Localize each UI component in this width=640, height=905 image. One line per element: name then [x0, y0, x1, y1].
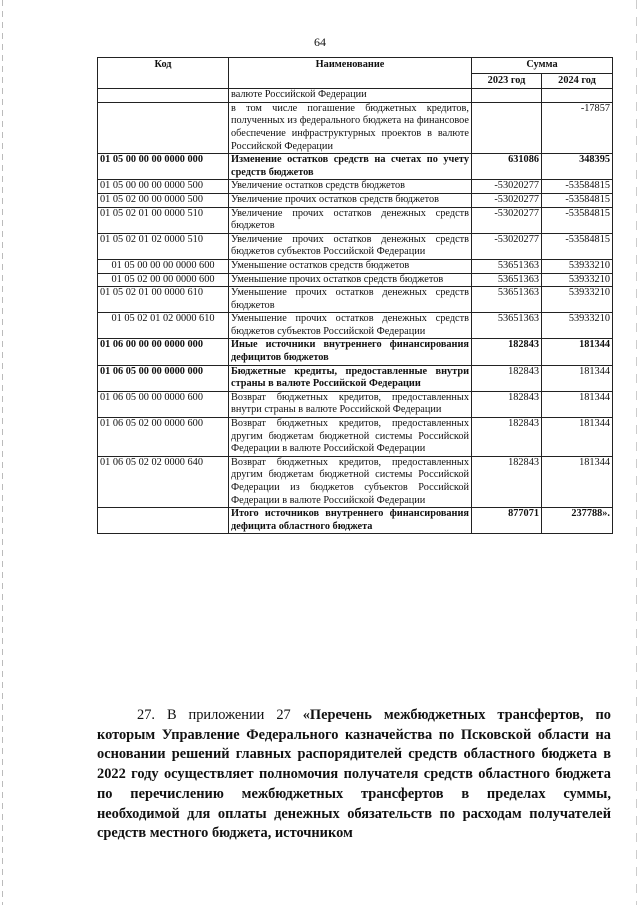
row-value-2024: 237788». — [542, 508, 613, 534]
row-code — [98, 102, 229, 153]
header-year-2024: 2024 год — [542, 73, 613, 89]
row-code: 01 05 02 00 00 0000 500 — [98, 193, 229, 207]
row-value-2023: 182843 — [472, 339, 542, 365]
table-row — [98, 180, 613, 194]
row-code: 01 05 02 01 02 0000 510 — [98, 233, 229, 259]
row-code: 01 06 05 00 00 0000 600 — [98, 391, 229, 417]
table-row — [98, 233, 613, 259]
row-name: Уменьшение прочих остатков денежных средств бюджетов субъектов Российской Федерации — [229, 313, 472, 339]
row-value-2024: 53933210 — [542, 273, 613, 287]
row-value-2023: 877071 — [472, 508, 542, 534]
table-row — [98, 207, 613, 233]
row-value-2023: 182843 — [472, 391, 542, 417]
row-value-2023: 182843 — [472, 418, 542, 457]
row-value-2024: 181344 — [542, 456, 613, 507]
table-row — [98, 193, 613, 207]
row-name: Возврат бюджетных кредитов, предоставленных внутри страны в валюте Российской Федерации — [229, 391, 472, 417]
row-code: 01 06 05 02 00 0000 600 — [98, 418, 229, 457]
table-row — [98, 456, 613, 507]
row-value-2024 — [542, 89, 613, 103]
row-name: Иные источники внутреннего финансирования дефицитов бюджетов — [229, 339, 472, 365]
scan-edge-right — [636, 0, 637, 905]
row-value-2024: 53933210 — [542, 313, 613, 339]
paragraph-number: 27. В приложении 27 — [137, 707, 303, 723]
row-code — [98, 89, 229, 103]
row-name: Увеличение прочих остатков денежных средств бюджетов субъектов Российской Федерации — [229, 233, 472, 259]
row-value-2023: -53020277 — [472, 233, 542, 259]
row-value-2023: 53651363 — [472, 259, 542, 273]
row-code: 01 05 02 01 00 0000 510 — [98, 207, 229, 233]
row-code: 01 06 05 00 00 0000 000 — [98, 365, 229, 391]
row-value-2023: -53020277 — [472, 193, 542, 207]
table-row — [98, 313, 613, 339]
row-name: Уменьшение остатков средств бюджетов — [229, 259, 472, 273]
row-value-2023 — [472, 89, 542, 103]
row-name: Возврат бюджетных кредитов, предоставленных другим бюджетам бюджетной системы Российской Федерации в валюте Российской Федерации — [229, 418, 472, 457]
row-value-2023: 53651363 — [472, 287, 542, 313]
row-name: Уменьшение прочих остатков средств бюджетов — [229, 273, 472, 287]
row-value-2023: 182843 — [472, 365, 542, 391]
table-body — [98, 89, 613, 534]
row-value-2023: 53651363 — [472, 313, 542, 339]
amendment-paragraph — [97, 706, 611, 844]
row-value-2024: 53933210 — [542, 287, 613, 313]
row-code: 01 05 02 00 00 0000 600 — [98, 273, 229, 287]
row-value-2024: 348395 — [542, 154, 613, 180]
row-value-2023: -53020277 — [472, 180, 542, 194]
row-name: Изменение остатков средств на счетах по учету средств бюджетов — [229, 154, 472, 180]
paragraph-text: «Перечень межбюджетных трансфертов, по которым Управление Федерального казначейства по Псковской области на основании решений главных распорядителей средств областного бюджета в 2022 году осуществляет полномочия получателя средств областного бюджета по перечислению межбюджетных трансфертов в пределах суммы, необходимой для оплаты денежных обязательств по расходам получателей средств местного бюджета, источником — [97, 707, 611, 842]
row-code: 01 05 00 00 00 0000 000 — [98, 154, 229, 180]
header-year-2023: 2023 год — [472, 73, 542, 89]
table-row — [98, 508, 613, 534]
row-value-2023: 182843 — [472, 456, 542, 507]
row-name: Возврат бюджетных кредитов, предоставленных другим бюджетам бюджетной системы Российской Федерации из бюджетов субъектов Российской Федерации в валюте Российской Федерации — [229, 456, 472, 507]
header-code: Код — [98, 58, 229, 89]
table-row — [98, 102, 613, 153]
row-name: Бюджетные кредиты, предоставленные внутри страны в валюте Российской Федерации — [229, 365, 472, 391]
row-name: Увеличение прочих остатков средств бюджетов — [229, 193, 472, 207]
table-row — [98, 339, 613, 365]
row-value-2024: -53584815 — [542, 193, 613, 207]
sources-financing-table — [97, 57, 613, 534]
table-row — [98, 418, 613, 457]
table-row — [98, 259, 613, 273]
table-row — [98, 391, 613, 417]
row-value-2024: 181344 — [542, 418, 613, 457]
row-value-2024: 181344 — [542, 339, 613, 365]
row-value-2024: -53584815 — [542, 180, 613, 194]
table-row — [98, 154, 613, 180]
row-value-2024: 181344 — [542, 365, 613, 391]
row-code: 01 05 00 00 00 0000 600 — [98, 259, 229, 273]
row-value-2024: 53933210 — [542, 259, 613, 273]
row-name: Увеличение прочих остатков денежных средств бюджетов — [229, 207, 472, 233]
row-code: 01 06 05 02 02 0000 640 — [98, 456, 229, 507]
row-code: 01 05 02 01 02 0000 610 — [98, 313, 229, 339]
row-value-2023: 631086 — [472, 154, 542, 180]
row-value-2024: -17857 — [542, 102, 613, 153]
row-value-2023: -53020277 — [472, 207, 542, 233]
row-code: 01 06 00 00 00 0000 000 — [98, 339, 229, 365]
row-name: валюте Российской Федерации — [229, 89, 472, 103]
table-row — [98, 273, 613, 287]
row-value-2023: 53651363 — [472, 273, 542, 287]
table-row — [98, 89, 613, 103]
row-name: в том числе погашение бюджетных кредитов, полученных из федерального бюджета на финансовое обеспечение инфраструктурных проектов в валюте Российской Федерации — [229, 102, 472, 153]
row-value-2023 — [472, 102, 542, 153]
scan-edge-left — [2, 0, 3, 905]
page-number: 64 — [314, 35, 326, 49]
table-header-row — [98, 58, 613, 74]
row-code: 01 05 00 00 00 0000 500 — [98, 180, 229, 194]
table-row — [98, 287, 613, 313]
row-name: Уменьшение прочих остатков денежных средств бюджетов — [229, 287, 472, 313]
table-row — [98, 365, 613, 391]
row-value-2024: 181344 — [542, 391, 613, 417]
row-value-2024: -53584815 — [542, 207, 613, 233]
header-sum: Сумма — [472, 58, 613, 74]
row-code: 01 05 02 01 00 0000 610 — [98, 287, 229, 313]
row-name: Итого источников внутреннего финансирования дефицита областного бюджета — [229, 508, 472, 534]
row-name: Увеличение остатков средств бюджетов — [229, 180, 472, 194]
row-code — [98, 508, 229, 534]
header-name: Наименование — [229, 58, 472, 89]
row-value-2024: -53584815 — [542, 233, 613, 259]
